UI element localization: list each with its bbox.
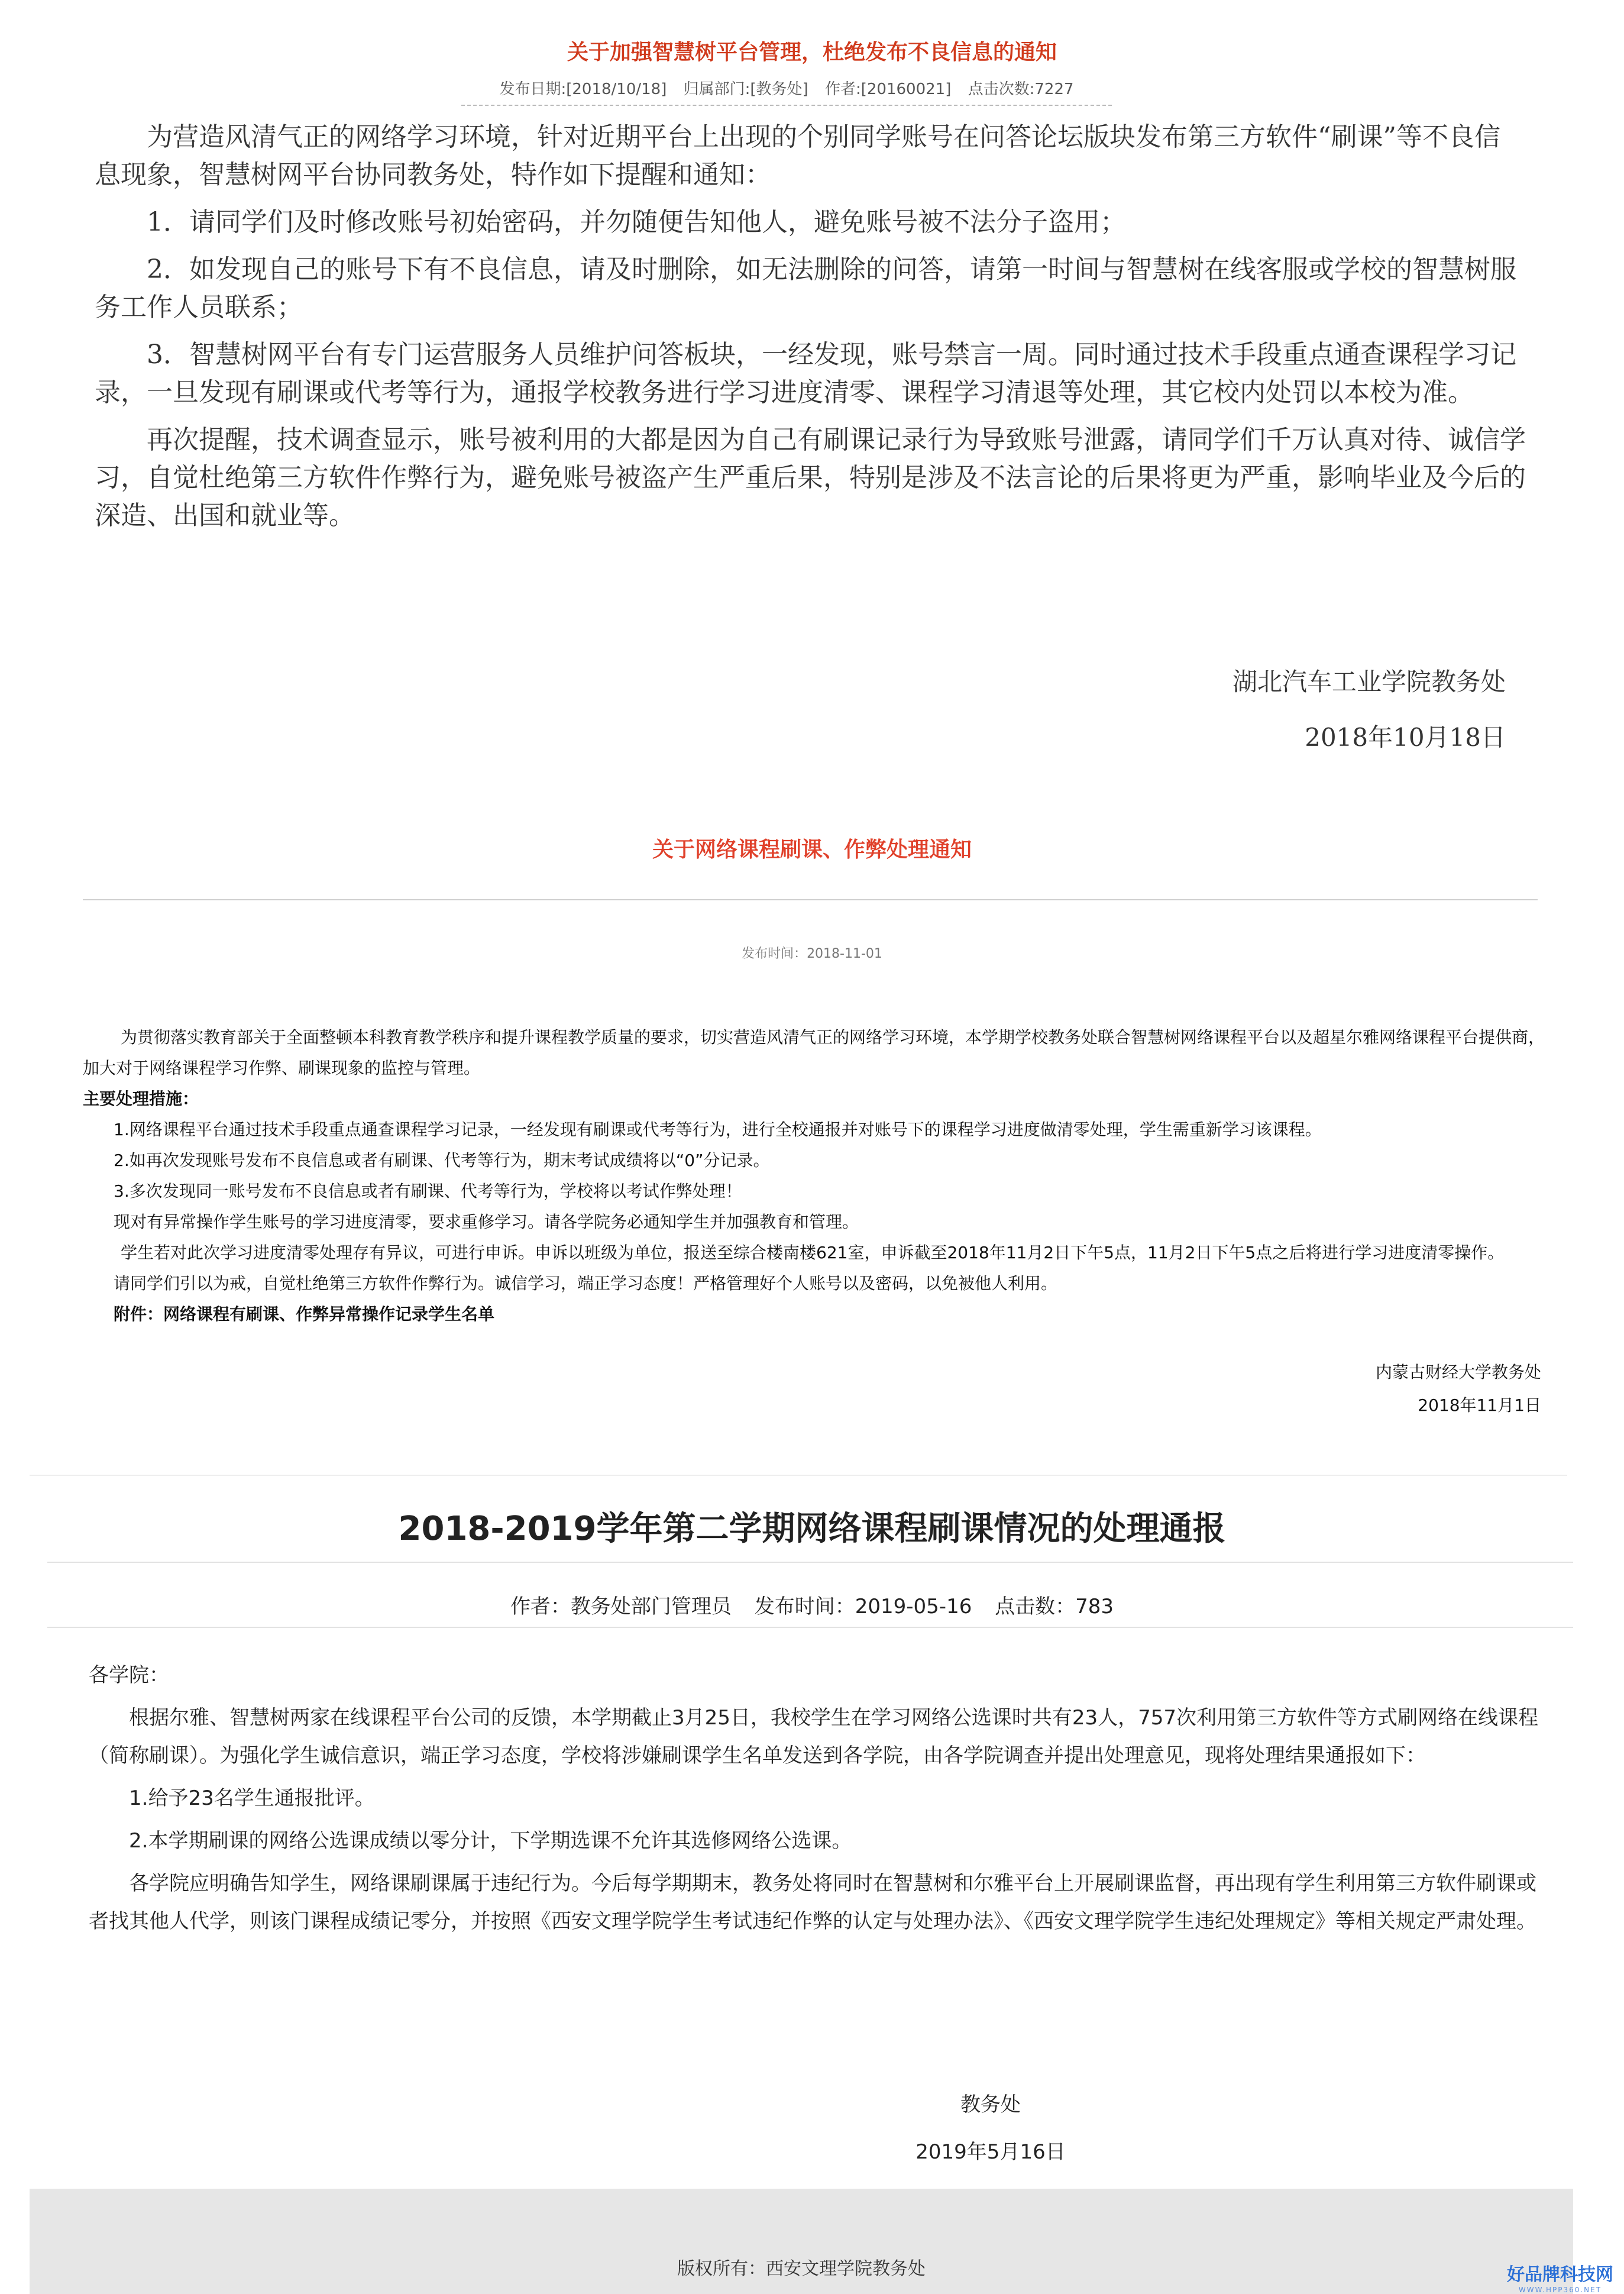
sign-date: 2018年10月18日 (1305, 723, 1506, 752)
paragraph: 再次提醒，技术调查显示，账号被利用的大都是因为自己有刷课记录行为导致账号泄露，请同学们千万认真对待、诚信学习，自觉杜绝第三方软件作弊行为，避免账号被盗产生严重后果，特别是涉及不法言论的后果将更为严重，影响毕业及今后的深造、出国和就业等。 (95, 425, 1526, 531)
warning-line: 请同学们引以为戒，自觉杜绝第三方软件作弊行为。诚信学习，端正学习态度！严格管理好个人账号以及密码，以免被他人利用。 (114, 1274, 1058, 1293)
site-watermark (1507, 2260, 1613, 2294)
paragraph: 1．请同学们及时修改账号初始密码，并勿随便告知他人，避免账号被不法分子盗用； (147, 207, 1126, 237)
author: 作者：教务处部门管理员 (510, 1595, 732, 1618)
copyright: 版权所有：西安文理学院教务处 (677, 2259, 926, 2279)
notice-body (83, 1022, 1549, 1330)
signature: 内蒙古财经大学教务处 (1375, 1362, 1541, 1382)
paragraph: 根据尔雅、智慧树两家在线课程平台公司的反馈，本学期截止3月25日，我校学生在学习网络公选课时共有23人，757次利用第三方软件等方式刷网络在线课程（简称刷课）。为强化学生诚信意识，端正学习态度，学校将涉嫌刷课学生名单发送到各学院，由各学院调查并提出处理意见，现将处理结果通报如下： (89, 1706, 1539, 1768)
result-item: 1.给予23名学生通报批评。 (129, 1786, 375, 1810)
reset-line: 现对有异常操作学生账号的学习进度清零，要求重修学习。请各学院务必通知学生并加强教育和管理。 (114, 1212, 859, 1232)
department: 归属部门:[教务处] (683, 80, 808, 98)
signature: 湖北汽车工业学院教务处 (1232, 667, 1506, 696)
notice-hubei (0, 0, 1624, 793)
notice-body (95, 118, 1526, 544)
paragraph: 3．智慧树网平台有专门运营服务人员维护问答板块，一经发现，账号禁言一周。同时通过技术手段重点通查课程学习记录，一旦发现有刷课或代考等行为，通报学校教务进行学习进度清零、课程学习清退等处理，其它校内处罚以本校为准。 (95, 340, 1516, 408)
signature: 教务处 (960, 2093, 1021, 2117)
notice-body (89, 1656, 1544, 1945)
intro-paragraph: 为贯彻落实教育部关于全面整顿本科教育教学秩序和提升课程教学质量的要求，切实营造风清气正的网络学习环境，本学期学校教务处联合智慧树网络课程平台以及超星尔雅网络课程平台提供商，加大对于网络课程学习作弊、刷课现象的监控与管理。 (83, 1028, 1545, 1078)
notice-meta (0, 1590, 1624, 1619)
divider (83, 899, 1538, 900)
sign-date: 2018年11月1日 (1418, 1395, 1541, 1415)
click-count: 点击次数:7227 (968, 80, 1074, 98)
notice-meta (461, 77, 1112, 106)
paragraph: 为营造风清气正的网络学习环境，针对近期平台上出现的个别同学账号在问答论坛版块发布第三方软件“刷课”等不良信息现象，智慧树网平台协同教务处，特作如下提醒和通知： (95, 122, 1500, 190)
notice-title: 关于加强智慧树平台管理，杜绝发布不良信息的通知 (567, 40, 1057, 64)
measure-item: 1.网络课程平台通过技术手段重点通查课程学习记录，一经发现有刷课或代考等行为，进行全校通报并对账号下的课程学习进度做清零处理，学生需重新学习该课程。 (114, 1120, 1322, 1139)
publish-time: 发布时间：2018-11-01 (742, 946, 882, 961)
author: 作者:[20160021] (824, 80, 952, 98)
click-count: 点击数：783 (995, 1595, 1114, 1618)
measure-item: 3.多次发现同一账号发布不良信息或者有刷课、代考等行为，学校将以考试作弊处理！ (114, 1181, 742, 1201)
publish-date: 发布日期:[2018/10/18] (499, 80, 667, 98)
notice-title: 关于网络课程刷课、作弊处理通知 (652, 838, 972, 862)
attachment-link[interactable]: 附件：网络课程有刷课、作弊异常操作记录学生名单 (114, 1304, 495, 1324)
watermark-brand: 好品牌科技网 (1507, 2264, 1613, 2285)
notice-title: 2018-2019学年第二学期网络课程刷课情况的处理通报 (398, 1510, 1226, 1548)
publish-time: 发布时间：2019-05-16 (754, 1595, 972, 1618)
measure-item: 2.如再次发现账号发布不良信息或者有刷课、代考等行为，期末考试成绩将以“0”分记录。 (114, 1151, 770, 1170)
divider (47, 1627, 1573, 1628)
divider (47, 1562, 1573, 1563)
divider (30, 1475, 1567, 1476)
paragraph: 各学院应明确告知学生，网络课刷课属于违纪行为。今后每学期期末，教务处将同时在智慧树和尔雅平台上开展刷课监督，再出现有学生利用第三方软件刷课或者找其他人代学，则该门课程成绩记零分，并按照《西安文理学院学生考试违纪作弊的认定与处理办法》、《西安文理学院学生违纪处理规定》等相关规定严肃处理。 (89, 1872, 1536, 1933)
attachment-line (83, 1299, 1549, 1330)
measures-heading: 主要处理措施： (83, 1089, 199, 1109)
page-footer (30, 2189, 1573, 2294)
paragraph: 2．如发现自己的账号下有不良信息，请及时删除，如无法删除的问答，请第一时间与智慧树在线客服或学校的智慧树服务工作人员联系； (95, 254, 1516, 322)
appeal-line: 学生若对此次学习进度清零处理存有异议，可进行申诉。申诉以班级为单位，报送至综合楼南楼621室，申诉截至2018年11月2日下午5点，11月2日下午5点之后将进行学习进度清零操作。 (121, 1243, 1505, 1262)
watermark-url: WWW.HPP360.NET (1518, 2286, 1602, 2294)
sign-date: 2019年5月16日 (915, 2140, 1066, 2164)
salutation: 各学院： (89, 1663, 169, 1687)
result-item: 2.本学期刷课的网络公选课成绩以零分计，下学期选课不允许其选修网络公选课。 (129, 1829, 852, 1853)
